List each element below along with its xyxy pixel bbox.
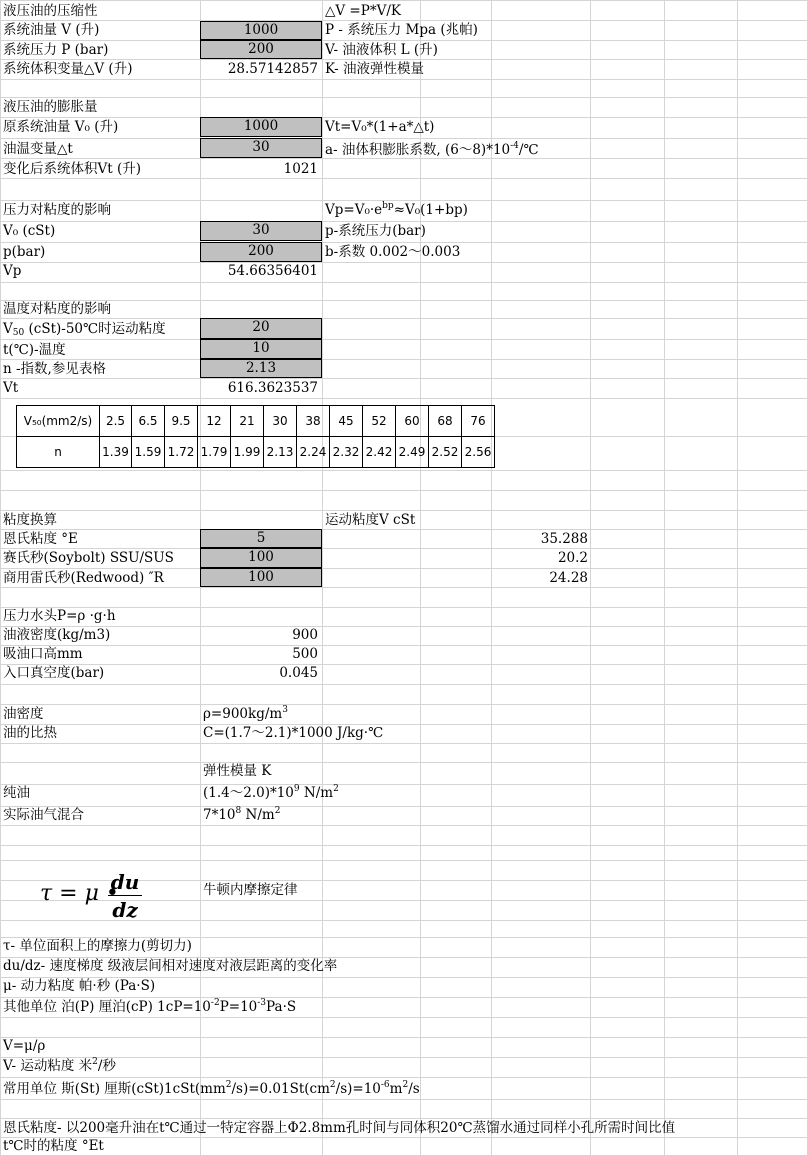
table-cell-n: 2.42	[363, 437, 396, 468]
conv-engler-result: 35.288	[540, 531, 588, 547]
conv-engler-label: 恩氏粘度 °E	[3, 531, 78, 547]
head-height-label: 吸油口高mm	[3, 646, 83, 662]
table-cell-n: 1.39	[100, 437, 132, 468]
table-header-n: n	[17, 437, 100, 468]
props-pure-value: $(1.4\sim 2.0)*10^9$ $N/m^2$	[203, 784, 339, 801]
table-cell-n: 1.59	[132, 437, 165, 468]
table-cell-v50: 12	[198, 406, 231, 437]
n-exponent-table	[16, 405, 495, 468]
pressure-title: 压力对粘度的影响	[3, 202, 111, 218]
table-cell-n: 1.79	[198, 437, 231, 468]
compress-volume-label: 系统油量 V (升)	[3, 22, 100, 38]
conv-saybolt-label: 赛氏秒(Soybolt) SSU/SUS	[3, 550, 174, 566]
expand-dt-label: 油温变量△t	[3, 141, 73, 157]
engler-definition-cont: t℃时的粘度 °Et	[3, 1138, 104, 1154]
conv-redwood-label: 商用雷氏秒(Redwood) ″R	[3, 570, 164, 586]
pressure-v0-label: V₀ (cSt)	[3, 223, 56, 239]
conv-redwood-result: 24.28	[549, 570, 588, 586]
table-cell-v50: 52	[363, 406, 396, 437]
pressure-v0-input[interactable]: 30	[200, 221, 322, 241]
table-cell-v50: 60	[396, 406, 429, 437]
fraction-bar	[108, 895, 142, 896]
table-cell-n: 1.72	[165, 437, 198, 468]
expand-volume-label: 原系统油量 V₀ (升)	[3, 119, 119, 135]
pressure-vp-value: 54.66356401	[227, 263, 318, 279]
table-cell-v50: 30	[264, 406, 297, 437]
temp-n-input[interactable]: 2.13	[200, 359, 322, 378]
expand-vt-value: 1021	[283, 161, 318, 177]
conv-engler-input[interactable]: 5	[200, 529, 322, 548]
expand-vt-label: 变化后系统体积Vt (升)	[3, 161, 141, 177]
table-cell-n: 2.49	[396, 437, 429, 468]
newton-def-mu: μ- 动力粘度 帕·秒 (Pa·S)	[3, 978, 156, 994]
temp-title: 温度对粘度的影响	[3, 301, 111, 317]
props-pure-label: 纯油	[3, 785, 30, 801]
temp-vt-label: Vt	[3, 380, 19, 396]
compress-pressure-label: 系统压力 P (bar)	[3, 42, 109, 58]
props-heat-label: 油的比热	[3, 725, 57, 741]
table-cell-n: 1.99	[231, 437, 264, 468]
table-cell-v50: 21	[231, 406, 264, 437]
pressure-note-p: p-系统压力(bar)	[325, 223, 426, 239]
newton-formula-numerator: du	[110, 870, 140, 894]
expand-dt-input[interactable]: 30	[200, 138, 322, 158]
compress-delta-label: 系统体积变量△V (升)	[3, 61, 133, 77]
conv-redwood-input[interactable]: 100	[200, 568, 322, 587]
table-cell-n: 2.13	[264, 437, 297, 468]
newton-def-nu-formula: V=μ/ρ	[3, 1038, 46, 1054]
props-density-value: $\rho=900kg/m^3$	[203, 705, 288, 722]
compress-title: 液压油的压缩性	[3, 3, 98, 19]
head-vacuum-label: 入口真空度(bar)	[3, 665, 105, 681]
conv-title: 粘度换算	[3, 512, 57, 528]
head-height-value: 500	[292, 646, 318, 662]
conv-saybolt-input[interactable]: 100	[200, 548, 322, 568]
table-cell-n: 2.52	[429, 437, 462, 468]
table-cell-v50: 76	[462, 406, 495, 437]
props-density-label: 油密度	[3, 706, 44, 722]
head-density-label: 油液密度(kg/m3)	[3, 627, 111, 643]
compress-pressure-input[interactable]: 200	[200, 40, 322, 59]
table-cell-n: 2.56	[462, 437, 495, 468]
expand-note-a: a- 油体积膨胀系数, $(6\sim 8)*10^{-4}/℃$	[325, 141, 539, 158]
compress-formula: △V =P*V/K	[325, 3, 401, 19]
expand-title: 液压油的膨胀量	[3, 99, 98, 115]
temp-v50-input[interactable]: 20	[200, 318, 322, 339]
table-cell-v50: 9.5	[165, 406, 198, 437]
pressure-p-label: p(bar)	[3, 244, 46, 260]
compress-delta-value: 28.57142857	[227, 61, 318, 77]
compress-note-k: K- 油液弹性模量	[325, 61, 424, 77]
props-mix-label: 实际油气混合	[3, 807, 84, 823]
compress-volume-input[interactable]: 1000	[200, 21, 322, 40]
props-mix-value: $7*10^8$ $N/m^2$	[203, 806, 281, 823]
newton-def-tau: τ- 单位面积上的摩擦力(剪切力)	[3, 938, 192, 954]
table-header-v50: V₅₀(mm2/s)	[17, 406, 100, 437]
newton-def-nu: V- 运动粘度 米$^2$/秒	[3, 1057, 116, 1074]
table-cell-v50: 45	[330, 406, 363, 437]
props-modulus-title: 弹性模量 K	[203, 763, 272, 779]
newton-def-stokes: 常用单位 斯(St) 厘斯$(cSt)1cSt(mm^2/s)=0.01St(cm^2/s)=10^{-6}m^2/s$	[3, 1080, 420, 1097]
table-cell-v50: 38	[297, 406, 330, 437]
head-vacuum-value: 0.045	[279, 665, 318, 681]
pressure-note-b: b-系数 0.002～0.003	[325, 244, 461, 260]
newton-def-units: 其他单位 泊(P) 厘泊(cP) $1cP=10^{-2}P=10^{-3}Pa\cdot S$	[3, 998, 297, 1015]
table-cell-n: 2.24	[297, 437, 330, 468]
engler-definition: 恩氏粘度- 以200毫升油在t℃通过一特定容器上Φ2.8mm孔时间与同体积20℃蒸馏水通过同样小孔所需时间比值	[3, 1120, 676, 1136]
temp-t-input[interactable]: 10	[200, 339, 322, 359]
newton-formula-denominator: dz	[112, 898, 138, 922]
temp-n-label: n -指数,参见表格	[3, 361, 106, 377]
pressure-p-input[interactable]: 200	[200, 242, 322, 262]
table-cell-n: 2.32	[330, 437, 363, 468]
props-heat-value: C=(1.7～2.1)*1000 J/kg·℃	[203, 725, 384, 741]
pressure-vp-label: Vp	[3, 263, 22, 279]
newton-law-label: 牛顿内摩擦定律	[203, 882, 298, 898]
table-cell-v50: 2.5	[100, 406, 132, 437]
newton-formula-lhs: τ = μ •	[40, 881, 119, 906]
conv-right-title: 运动粘度V cSt	[325, 512, 416, 528]
temp-v50-label: $V_{50}$ (cSt)-50℃时运动粘度	[3, 321, 166, 338]
compress-note-p: P - 系统压力 Mpa (兆帕)	[325, 22, 478, 38]
newton-def-gradient: du/dz- 速度梯度 级液层间相对速度对液层距离的变化率	[3, 958, 338, 974]
expand-volume-input[interactable]: 1000	[200, 117, 322, 137]
temp-vt-value: 616.3623537	[227, 380, 318, 396]
table-cell-v50: 6.5	[132, 406, 165, 437]
expand-formula: Vt=V₀*(1+a*△t)	[325, 119, 435, 135]
head-density-value: 900	[292, 627, 318, 643]
head-title: 压力水头P=ρ ·g·h	[3, 608, 116, 624]
temp-t-label: t(℃)-温度	[3, 342, 66, 358]
pressure-formula: $Vp=V_0\cdot e^{bp}\approx V_0(1+bp)$	[325, 201, 468, 218]
conv-saybolt-result: 20.2	[557, 550, 588, 566]
table-cell-v50: 68	[429, 406, 462, 437]
compress-note-v: V- 油液体积 L (升)	[325, 42, 438, 58]
